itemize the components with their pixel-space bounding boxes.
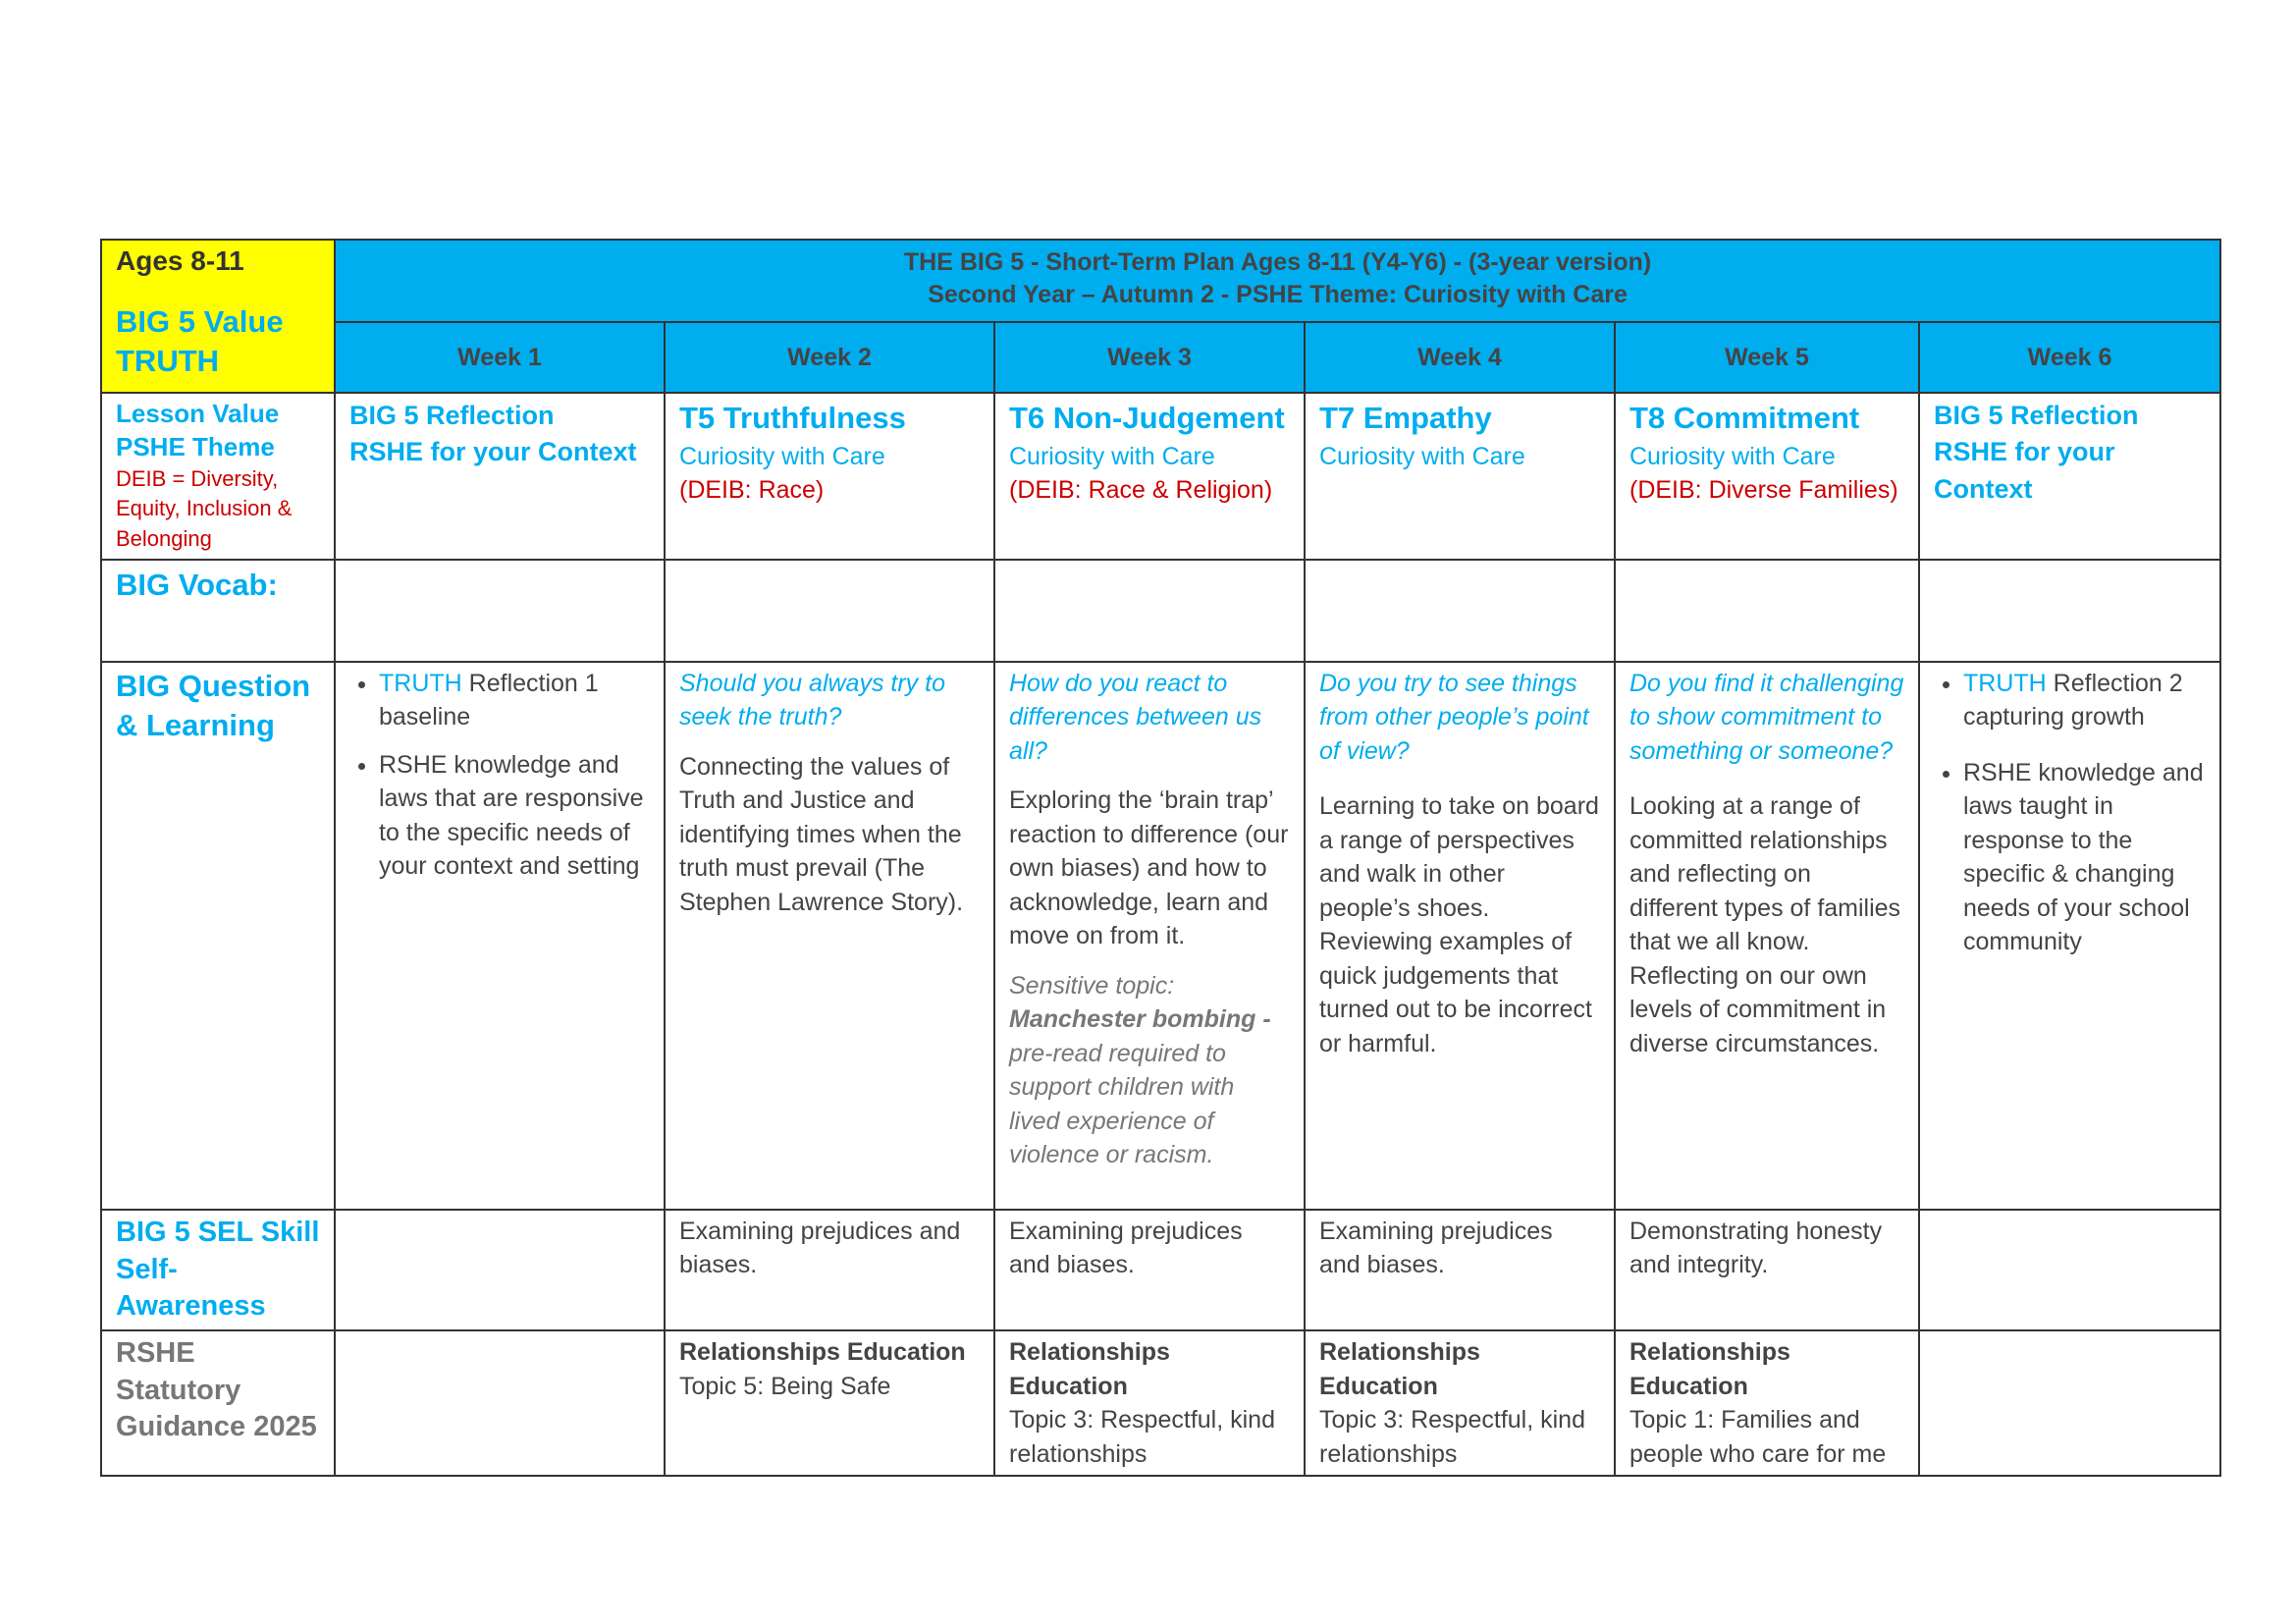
learning-w1-bullet2: RSHE knowledge and laws that are responsive to the specific needs of your context and setting [379,750,644,881]
rshe-w3-topic: Topic 3: Respectful, kind relationships [1009,1406,1275,1468]
row-label-lesson-value [101,393,335,560]
rshe-cell-week-1 [335,1330,665,1476]
sensitive-label: Sensitive topic: [1009,971,1175,1000]
sel-cell-week-6 [1919,1210,2220,1330]
lesson-w1-line2: RSHE for your Context [349,437,637,467]
lesson-w5-theme: Curiosity with Care [1629,442,1836,470]
week-header-4: Week 4 [1305,322,1615,393]
rshe-cell-week-5 [1615,1330,1919,1476]
learning-w5-body: Looking at a range of committed relationships and reflecting on different types of families that we all know. Reflecting on our own levels of commitment in diverse circumstances. [1629,792,1901,1057]
week-header-5: Week 5 [1615,322,1919,393]
lesson-cell-week-5 [1615,393,1919,560]
lesson-value-label: Lesson Value [116,399,280,428]
deib-definition: DEIB = Diversity, Equity, Inclusion & Belonging [116,465,293,552]
lesson-cell-week-1 [335,393,665,560]
learning-w6-list [1934,667,2206,959]
rshe-w5-heading: Relationships Education [1629,1338,1790,1400]
list-item [1963,667,2206,734]
vocab-cell-week-4 [1305,560,1615,662]
corner-cell [101,240,335,393]
question-label: BIG Question & Learning [116,668,311,743]
learning-w4-body: Learning to take on board a range of perspectives and walk in other people’s shoes. Reviewing examples of quick judgements that turned out to be incorrect or harmful. [1319,792,1599,1057]
lesson-w2-title: T5 Truthfulness [679,401,906,435]
learning-w2-body: Connecting the values of Truth and Justice and identifying times when the truth must prevail (The Stephen Lawrence Story). [679,752,964,916]
learning-w6-bullet1: Reflection 2 capturing growth [1963,669,2183,731]
short-term-plan-table [100,239,2221,1477]
lesson-w1-line1: BIG 5 Reflection [349,401,555,430]
truth-highlight: TRUTH [379,669,462,697]
lesson-w4-title: T7 Empathy [1319,401,1492,435]
sensitive-topic-note [1009,969,1290,1172]
lesson-w2-theme: Curiosity with Care [679,442,885,470]
lesson-w6-line2: RSHE for your Context [1934,437,2115,504]
sel-label-line2: Self-Awareness [116,1253,266,1323]
row-label-sel [101,1210,335,1330]
pshe-theme-label: PSHE Theme [116,431,275,461]
big5-value-label: BIG 5 Value [116,303,284,339]
vocab-label: BIG Vocab: [116,567,278,602]
sel-label-line1: BIG 5 SEL Skill [116,1216,320,1248]
vocab-cell-week-5 [1615,560,1919,662]
learning-w1-bullet1: Reflection 1 baseline [379,669,599,731]
learning-w6-bullet2: RSHE knowledge and laws taught in response to the specific & changing needs of your school community [1963,758,2204,956]
learning-cell-week-6 [1919,662,2220,1210]
row-label-rshe [101,1330,335,1476]
lesson-cell-week-2 [665,393,994,560]
lesson-cell-week-4 [1305,393,1615,560]
lesson-w6-line1: BIG 5 Reflection [1934,401,2139,430]
big-question-w3: How do you react to differences between us all? [1009,669,1262,765]
big-question-w4: Do you try to see things from other people’s point of view? [1319,669,1589,765]
rshe-w4-heading: Relationships Education [1319,1338,1480,1400]
lesson-w3-theme: Curiosity with Care [1009,442,1215,470]
sensitive-bold: Manchester bombing - [1009,1005,1271,1034]
week-header-3: Week 3 [994,322,1305,393]
sensitive-rest: pre-read required to support children with lived experience of violence or racism. [1009,1039,1235,1169]
learning-w3-body: Exploring the ‘brain trap’ reaction to difference (our own biases) and how to acknowledge, learn and move on from it. [1009,786,1289,950]
list-item [379,667,650,734]
rshe-cell-week-6 [1919,1330,2220,1476]
title-line-2: Second Year – Autumn 2 - PSHE Theme: Curiosity with Care [928,280,1628,308]
week-header-2: Week 2 [665,322,994,393]
sel-cell-week-5: Demonstrating honesty and integrity. [1615,1210,1919,1330]
learning-cell-week-4 [1305,662,1615,1210]
row-label-vocab [101,560,335,662]
lesson-w5-title: T8 Commitment [1629,401,1860,435]
rshe-cell-week-2 [665,1330,994,1476]
learning-cell-week-5 [1615,662,1919,1210]
rshe-w5-topic: Topic 1: Families and people who care for me [1629,1406,1887,1468]
rshe-cell-week-3 [994,1330,1305,1476]
rshe-w2-topic: Topic 5: Being Safe [679,1372,891,1400]
title-line-1: THE BIG 5 - Short-Term Plan Ages 8-11 (Y4-Y6) - (3-year version) [903,248,1652,276]
vocab-cell-week-2 [665,560,994,662]
learning-cell-week-2 [665,662,994,1210]
vocab-cell-week-1 [335,560,665,662]
learning-cell-week-3 [994,662,1305,1210]
list-item [1963,756,2206,959]
big5-value: TRUTH [116,343,220,378]
vocab-cell-week-3 [994,560,1305,662]
list-item [379,748,650,884]
big-question-w2: Should you always try to seek the truth? [679,669,945,731]
learning-w1-list [349,667,650,884]
lesson-w2-deib: (DEIB: Race) [679,476,825,505]
ages-label: Ages 8-11 [116,245,244,276]
sel-cell-week-2: Examining prejudices and biases. [665,1210,994,1330]
lesson-cell-week-3 [994,393,1305,560]
week-header-1: Week 1 [335,322,665,393]
rshe-w3-heading: Relationships Education [1009,1338,1170,1400]
rshe-cell-week-4 [1305,1330,1615,1476]
learning-cell-week-1 [335,662,665,1210]
lesson-cell-week-6 [1919,393,2220,560]
rshe-w4-topic: Topic 3: Respectful, kind relationships [1319,1406,1585,1468]
sel-cell-week-1 [335,1210,665,1330]
lesson-w3-deib: (DEIB: Race & Religion) [1009,476,1273,505]
rshe-w2-heading: Relationships Education [679,1338,966,1367]
sel-cell-week-4: Examining prejudices and biases. [1305,1210,1615,1330]
truth-highlight: TRUTH [1963,669,2047,697]
lesson-w3-title: T6 Non-Judgement [1009,401,1285,435]
lesson-w5-deib: (DEIB: Diverse Families) [1629,476,1898,505]
big-question-w5: Do you find it challenging to show commitment to something or someone? [1629,669,1904,765]
vocab-cell-week-6 [1919,560,2220,662]
page-title [335,240,2220,322]
row-label-question [101,662,335,1210]
sel-cell-week-3: Examining prejudices and biases. [994,1210,1305,1330]
week-header-6: Week 6 [1919,322,2220,393]
rshe-label: RSHE Statutory Guidance 2025 [116,1337,317,1443]
lesson-w4-theme: Curiosity with Care [1319,442,1525,470]
